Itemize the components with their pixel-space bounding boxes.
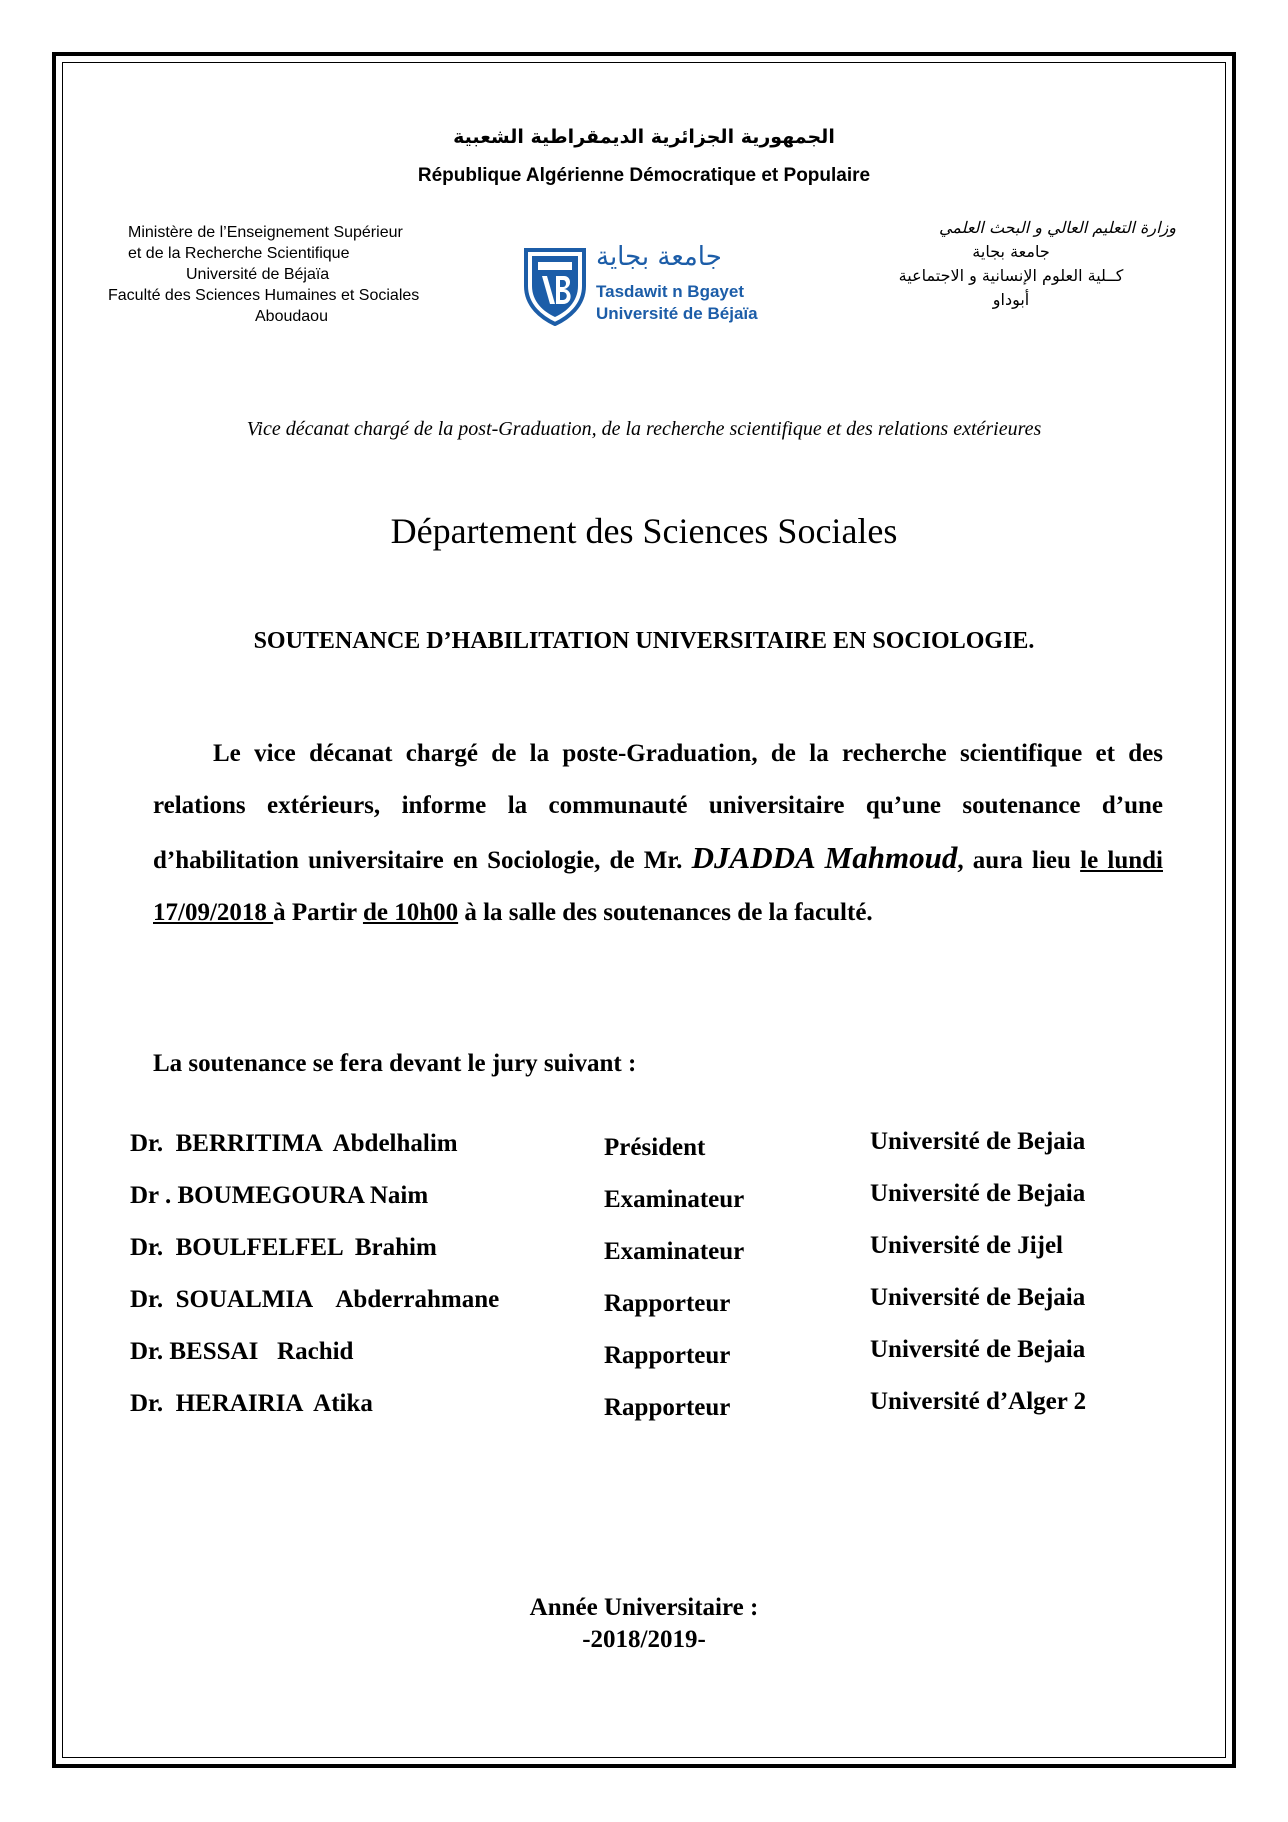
faculty-line: Faculté des Sciences Humaines et Sociales [108,287,420,304]
paragraph-text: Le vice décanat chargé de la poste-Graduation, de la recherche scientifique et des relations extérieurs, informe la communauté universitaire qu’une soutenance d’une d’habilitation universitaire en Sociologie, de Mr. [153,740,1163,874]
ministry-line: et de la Recherche Scientifique [128,245,350,262]
jury-member-university: Université de Bejaia [870,1336,1086,1363]
university-shield-icon [520,240,590,326]
ministry-line: Ministère de l’Enseignement Supérieur [128,224,403,241]
university-line-ar: جامعة بجاية [972,242,1050,261]
location-line: Aboudaou [255,308,328,325]
defense-date: le lundi 17/09/2018 [153,847,1163,926]
faculty-line-ar: كــلية العلوم الإنسانية و الاجتماعية [898,266,1124,285]
academic-year-label: Année Universitaire : [529,1594,759,1621]
jury-member-role: Rapporteur [604,1342,731,1369]
ministry-header-fr [100,222,470,327]
paragraph-text: à la salle des soutenances de la faculté. [458,899,873,926]
location-line-ar: أبوداو [992,290,1030,309]
jury-member-name: Dr. BERRITIMA Abdelhalim [130,1130,458,1157]
ministry-header-ar [846,216,1176,312]
logo-french-text: Université de Béjaïa [596,304,758,323]
jury-member-name: Dr. BOULFELFEL Brahim [130,1234,437,1261]
republic-heading: République Algérienne Démocratique et Populaire [417,165,871,186]
jury-member-role: Président [604,1134,706,1161]
paragraph-text: , aura lieu [957,847,1081,874]
university-line: Université de Béjaïa [186,266,330,283]
jury-row [130,1182,1150,1234]
jury-member-university: Université de Bejaia [870,1180,1086,1207]
jury-member-name: Dr. HERAIRIA Atika [130,1390,373,1417]
jury-row [130,1338,1150,1390]
university-logo [520,238,770,328]
department-title: Département des Sciences Sociales [390,511,898,551]
jury-list [130,1130,1150,1442]
jury-member-university: Université de Bejaia [870,1284,1086,1311]
ministry-line-ar: وزارة التعليم العالي و البحث العلمي [938,218,1176,237]
jury-member-name: Dr. SOUALMIA Abderrahmane [130,1286,500,1313]
jury-member-university: Université de Bejaia [870,1128,1086,1155]
document-title: SOUTENANCE D’HABILITATION UNIVERSITAIRE EN SOCIOLOGIE. [253,628,1035,654]
jury-member-name: Dr. BESSAI Rachid [130,1338,354,1365]
jury-member-university: Université de Jijel [870,1232,1064,1259]
jury-row [130,1390,1150,1442]
defense-time: de 10h00 [362,899,459,926]
jury-row [130,1234,1150,1286]
jury-member-university: Université d’Alger 2 [870,1388,1087,1415]
jury-intro: La soutenance se fera devant le jury suivant : [153,1050,637,1077]
jury-row [130,1286,1150,1338]
jury-row [130,1130,1150,1182]
arabic-republic-heading: الجمهورية الجزائرية الديمقراطية الشعبية [453,126,835,148]
academic-year-value: -2018/2019- [582,1626,706,1653]
paragraph-text: à Partir [273,899,363,926]
jury-member-role: Examinateur [604,1238,745,1265]
jury-member-role: Examinateur [604,1186,745,1213]
jury-member-role: Rapporteur [604,1394,731,1421]
jury-member-name: Dr . BOUMEGOURA Naim [130,1182,429,1209]
logo-arabic-text: جامعة بجاية [596,242,722,272]
jury-member-role: Rapporteur [604,1290,731,1317]
academic-year [0,1592,1288,1656]
announcement-paragraph [153,728,1163,939]
candidate-name: DJADDA Mahmoud [691,840,958,875]
logo-tamazight-text: Tasdawit n Bgayet [596,282,744,301]
vice-decanat-line: Vice décanat chargé de la post-Graduation, de la recherche scientifique et des relations extérieures [246,418,1042,440]
